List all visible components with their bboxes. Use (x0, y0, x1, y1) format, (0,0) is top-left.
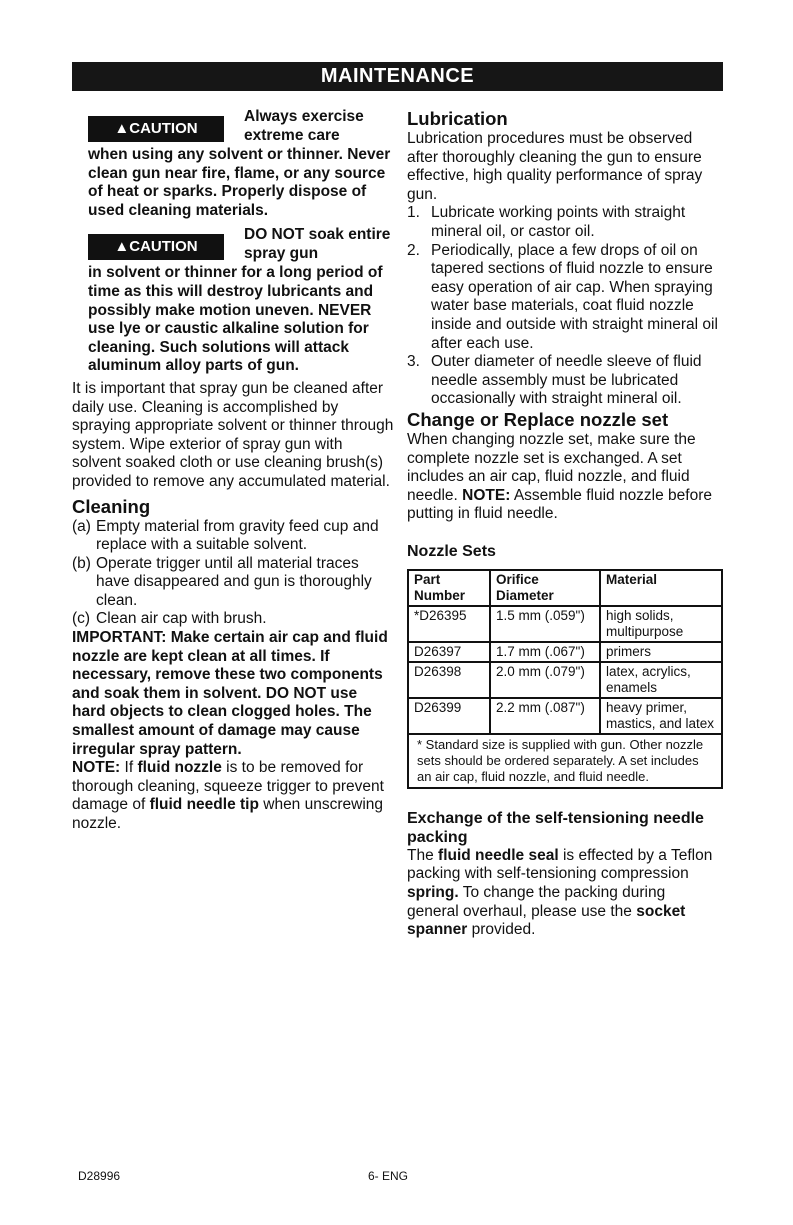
column-header: Part Number (408, 570, 490, 606)
list-item (407, 353, 719, 409)
change-note-label: NOTE: (462, 486, 511, 504)
list-item (407, 242, 719, 354)
table-row (408, 642, 722, 662)
list-text: Lubricate working points with straight mineral oil, or castor oil. (431, 204, 686, 240)
table-cell: heavy primer, mastics, and latex (600, 698, 722, 734)
list-text: Clean air cap with brush. (96, 610, 267, 628)
exchange-text: is effected by a Teflon packing with self-tensioning compression (407, 846, 713, 883)
table-footnote: * Standard size is supplied with gun. Other nozzle sets should be ordered separately. A set includes an air cap, fluid nozzle, and fluid needle. (408, 734, 722, 788)
right-column (407, 108, 719, 940)
change-note-text: Assemble fluid nozzle before putting in fluid needle. (407, 486, 713, 523)
list-item (72, 518, 394, 555)
caution-body: when using any solvent or thinner. Never clean gun near fire, flame, or any source of heat or sparks. Properly dispose of used cleaning materials. (88, 146, 391, 219)
list-label: 3. (407, 353, 420, 371)
nozzle-sets-heading: Nozzle Sets (407, 542, 496, 560)
table-cell: *D26395 (408, 606, 490, 642)
list-item (72, 555, 394, 611)
list-text: Empty material from gravity feed cup and replace with a suitable solvent. (96, 517, 379, 554)
exchange-emphasis: spring. (407, 884, 459, 902)
exchange-text: provided. (471, 921, 536, 939)
footer-page-number: 6- ENG (368, 1169, 409, 1183)
intro-paragraph: It is important that spray gun be cleaned after daily use. Cleaning is accomplished by spraying appropriate solvent or thinner through system. Wipe exterior of spray gun with solvent soaked cloth or use cleaning brush(s) provided to remove any accumulated material. (72, 379, 394, 490)
note-label: NOTE: (72, 759, 121, 777)
table-row (408, 698, 722, 734)
table-cell: D26399 (408, 698, 490, 734)
left-column (72, 108, 394, 834)
change-text: When changing nozzle set, make sure the complete nozzle set is exchanged. A set includes an air cap, fluid nozzle, and fluid needle. (407, 430, 696, 504)
important-paragraph: IMPORTANT: Make certain air cap and fluid nozzle are kept clean at all times. If necessary, remove these two components and soak them in solvent. DO NOT use hard objects to clean clogged holes. The smallest amount of damage may cause irregular spray pattern. (72, 629, 388, 758)
change-heading: Change or Replace nozzle set (407, 408, 669, 430)
exchange-text: The (407, 846, 434, 864)
list-item (407, 204, 719, 241)
table-header-row (408, 570, 722, 606)
table-footnote-row (408, 734, 722, 788)
change-paragraph (407, 431, 719, 524)
lubrication-list (407, 204, 719, 409)
column-header: Material (600, 570, 722, 606)
table-cell: 1.7 mm (.067") (490, 642, 600, 662)
table-row (408, 606, 722, 642)
caution-heading: Always exercise extreme care (244, 108, 364, 144)
table-cell: primers (600, 642, 722, 662)
column-header: Orifice Diameter (490, 570, 600, 606)
list-label: (c) (72, 610, 91, 628)
table-cell: D26397 (408, 642, 490, 662)
exchange-heading: Exchange of the self-tensioning needle packing (407, 809, 704, 846)
page-banner: MAINTENANCE (72, 62, 723, 91)
list-label: (a) (72, 517, 91, 535)
table-cell: 2.2 mm (.087") (490, 698, 600, 734)
lubrication-heading: Lubrication (407, 108, 508, 129)
cleaning-list (72, 518, 394, 630)
note-text: when unscrewing nozzle. (72, 796, 384, 832)
note-text: If (124, 759, 134, 777)
table-cell: 1.5 mm (.059") (490, 606, 600, 642)
note-paragraph (72, 759, 394, 833)
caution-block-1 (72, 108, 394, 146)
exchange-emphasis: fluid needle seal (438, 846, 559, 864)
exchange-emphasis: socket spanner (407, 902, 686, 939)
list-label: (b) (72, 554, 91, 572)
caution-heading: DO NOT soak entire spray gun (244, 226, 391, 262)
nozzle-sets-table (407, 569, 723, 789)
cleaning-heading: Cleaning (72, 495, 151, 517)
note-emphasis: fluid needle tip (149, 796, 259, 814)
caution-badge: ▲CAUTION (88, 116, 224, 142)
list-text: Operate trigger until all material traces have disappeared and gun is thoroughly clean. (96, 554, 372, 609)
list-label: 1. (407, 204, 420, 222)
list-item (72, 610, 394, 629)
lubrication-intro: Lubrication procedures must be observed after thoroughly cleaning the gun to ensure effective, high quality performance of spray gun. (407, 130, 703, 203)
exchange-text: To change the packing during general overhaul, please use the (407, 884, 666, 920)
table-row (408, 662, 722, 698)
list-label: 2. (407, 241, 420, 259)
table-cell: high solids, multipurpose (600, 606, 722, 642)
caution-badge: ▲CAUTION (88, 234, 224, 260)
footer-doc-number: D28996 (78, 1169, 121, 1183)
table-cell: latex, acrylics, enamels (600, 662, 722, 698)
list-text: Periodically, place a few drops of oil on tapered sections of fluid nozzle to ensure easy operation of air cap. When spraying water base materials, coat fluid nozzle inside and outside with straight mineral oil after each use. (431, 241, 718, 352)
table-cell: 2.0 mm (.079") (490, 662, 600, 698)
note-emphasis: fluid nozzle (137, 759, 222, 777)
exchange-paragraph (407, 847, 719, 940)
list-text: Outer diameter of needle sleeve of fluid needle assembly must be lubricated occasionally with straight mineral oil. (431, 353, 702, 408)
note-text: is to be removed for thorough cleaning, squeeze trigger to prevent damage of (72, 759, 384, 814)
caution-block-2 (72, 226, 394, 264)
caution-body: in solvent or thinner for a long period of time as this will destroy lubricants and possibly make motion uneven. NEVER use lye or caustic alkaline solution for cleaning. Such solutions will attack aluminum alloy parts of gun. (88, 264, 383, 375)
table-cell: D26398 (408, 662, 490, 698)
